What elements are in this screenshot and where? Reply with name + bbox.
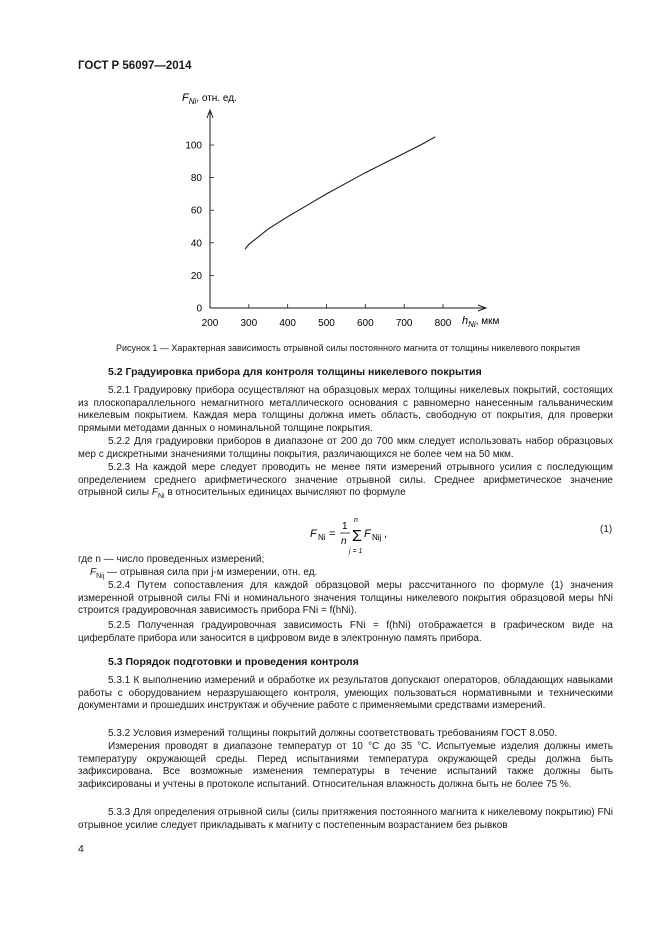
formula-frac-den: n [341, 536, 347, 547]
figure-caption: Рисунок 1 — Характерная зависимость отрывной силы постоянного магнита от толщины никелевого покрытия [115, 343, 581, 353]
formula-lhs: F [310, 528, 317, 540]
where-fnij: $F_{Nij}$ — отрывная сила при j-м измерении, отн. ед. [90, 567, 318, 580]
equation-number: (1) [600, 524, 613, 535]
paragraph-5-2-2: 5.2.2 Для градуировки приборов в диапазоне от 200 до 700 мкм следует использовать набор образцовых мер с дискретными значениями толщины покрытия, различающихся не более чем на 50 мкм. [78, 436, 613, 460]
paragraph-5-3-1: 5.3.1 К выполнению измерений и обработке их результатов допускают операторов, обладающих навыками работы с оборудованием неразрушающего контроля, умеющих пользоваться нормативными и техническими документами и прошедших инструктаж и обучение работе с применяемыми средствами измерений. [78, 675, 613, 712]
document-header: ГОСТ Р 56097—2014 [78, 60, 192, 72]
formula-sum-bottom: j = 1 [349, 548, 363, 555]
x-tick-label: 500 [318, 318, 335, 329]
x-tick-label: 800 [434, 318, 452, 329]
chart-axes [207, 110, 486, 311]
formula-rhs-sub: Nij [372, 533, 382, 542]
paragraph-5-3-2-cont: Измерения проводят в диапазоне температур от 10 °С до 35 °С. Испытуемые изделия должны иметь температуру окружающей среды. Перед испытаниями температура окружающей среды должна быть зафиксирована. Все возможные изменения температуры в течение испытаний также должны быть зафиксированы и учтены в протоколе испытаний. Относительная влажность должна быть не более 75 %. [78, 741, 613, 791]
formula-frac-num: 1 [342, 521, 348, 532]
x-tick-label: 400 [279, 318, 297, 329]
paragraph-5-3-2: 5.3.2 Условия измерений толщины покрытий должны соответствовать требованиям ГОСТ 8.050. [108, 728, 558, 739]
formula-sum-top: n [354, 517, 358, 524]
x-tick-label: 300 [240, 318, 258, 329]
x-tick-label: 700 [395, 318, 413, 329]
thickness-force-chart [0, 0, 661, 340]
y-tick-label: 100 [185, 140, 202, 152]
where-n: где n — число проведенных измерений; [78, 554, 265, 565]
paragraph-5-2-5: 5.2.5 Полученная градуировочная зависимость FNi = f(hNi) отображается в графическом виде на циферблате прибора или заносится в цифровом виде в электронную память прибора. [78, 620, 613, 644]
y-tick-label: 20 [190, 270, 202, 282]
formula-1 [310, 512, 430, 559]
y-tick-label: 60 [190, 205, 202, 217]
y-tick-label: 40 [190, 238, 202, 250]
y-tick-label: 0 [196, 303, 202, 315]
formula-eq: = [329, 528, 336, 540]
paragraph-5-2-3: 5.2.3 На каждой мере следует проводить не менее пяти измерений отрывного усилия с последующим определением среднего арифметического значение отрывной силы. Среднее арифметическое значение отрывной силы $F_{Ni}$ в относительных единицах вычисляют по формуле [78, 462, 613, 501]
y-axis-label: $F_{Ni}$, отн. ед. [182, 92, 237, 106]
y-tick-label: 80 [190, 173, 202, 185]
paragraph-5-2-4: 5.2.4 Путем сопоставления для каждой образцовой меры рассчитанного по формуле (1) значения измеренной отрывной силы FNi и номинального значения толщины никелевого покрытия образцовой меры hNi строится градуировочная зависимость прибора FNi = f(hNi). [78, 580, 613, 617]
series-line [245, 137, 435, 250]
x-axis-label: $h_{Ni}$, мкм [462, 315, 500, 329]
formula-lhs-sub: Ni [318, 533, 326, 542]
x-tick-label: 600 [356, 318, 374, 329]
page-number: 4 [78, 843, 84, 855]
paragraph-5-3-3: 5.3.3 Для определения отрывной силы (силы притяжения постоянного магнита к никелевому покрытию) FNi отрывное усилие следует прикладывать к магниту с постепенным возрастанием без рывков [78, 807, 613, 831]
formula-rhs: F [364, 528, 371, 540]
section-5-3-heading: 5.3 Порядок подготовки и проведения контроля [108, 656, 359, 668]
section-5-2-heading: 5.2 Градуировка прибора для контроля толщины никелевого покрытия [108, 366, 482, 378]
x-tick-label: 200 [201, 318, 219, 329]
formula-sum-sign: Σ [352, 528, 362, 545]
formula-end: , [384, 528, 388, 540]
chart-ticks [185, 141, 451, 330]
paragraph-5-2-1: 5.2.1 Градуировку прибора осуществляют на образцовых мерах толщины никелевых покрытий, состоящих из плоскопараллельного немагнитного металлического основания с равномерно нанесенным гальваническим никелевым покрытием. Каждая мера толщины должна иметь область, свободную от покрытия, для проверки прямыми методами данных о номинальной толщине покрытия. [78, 385, 613, 435]
